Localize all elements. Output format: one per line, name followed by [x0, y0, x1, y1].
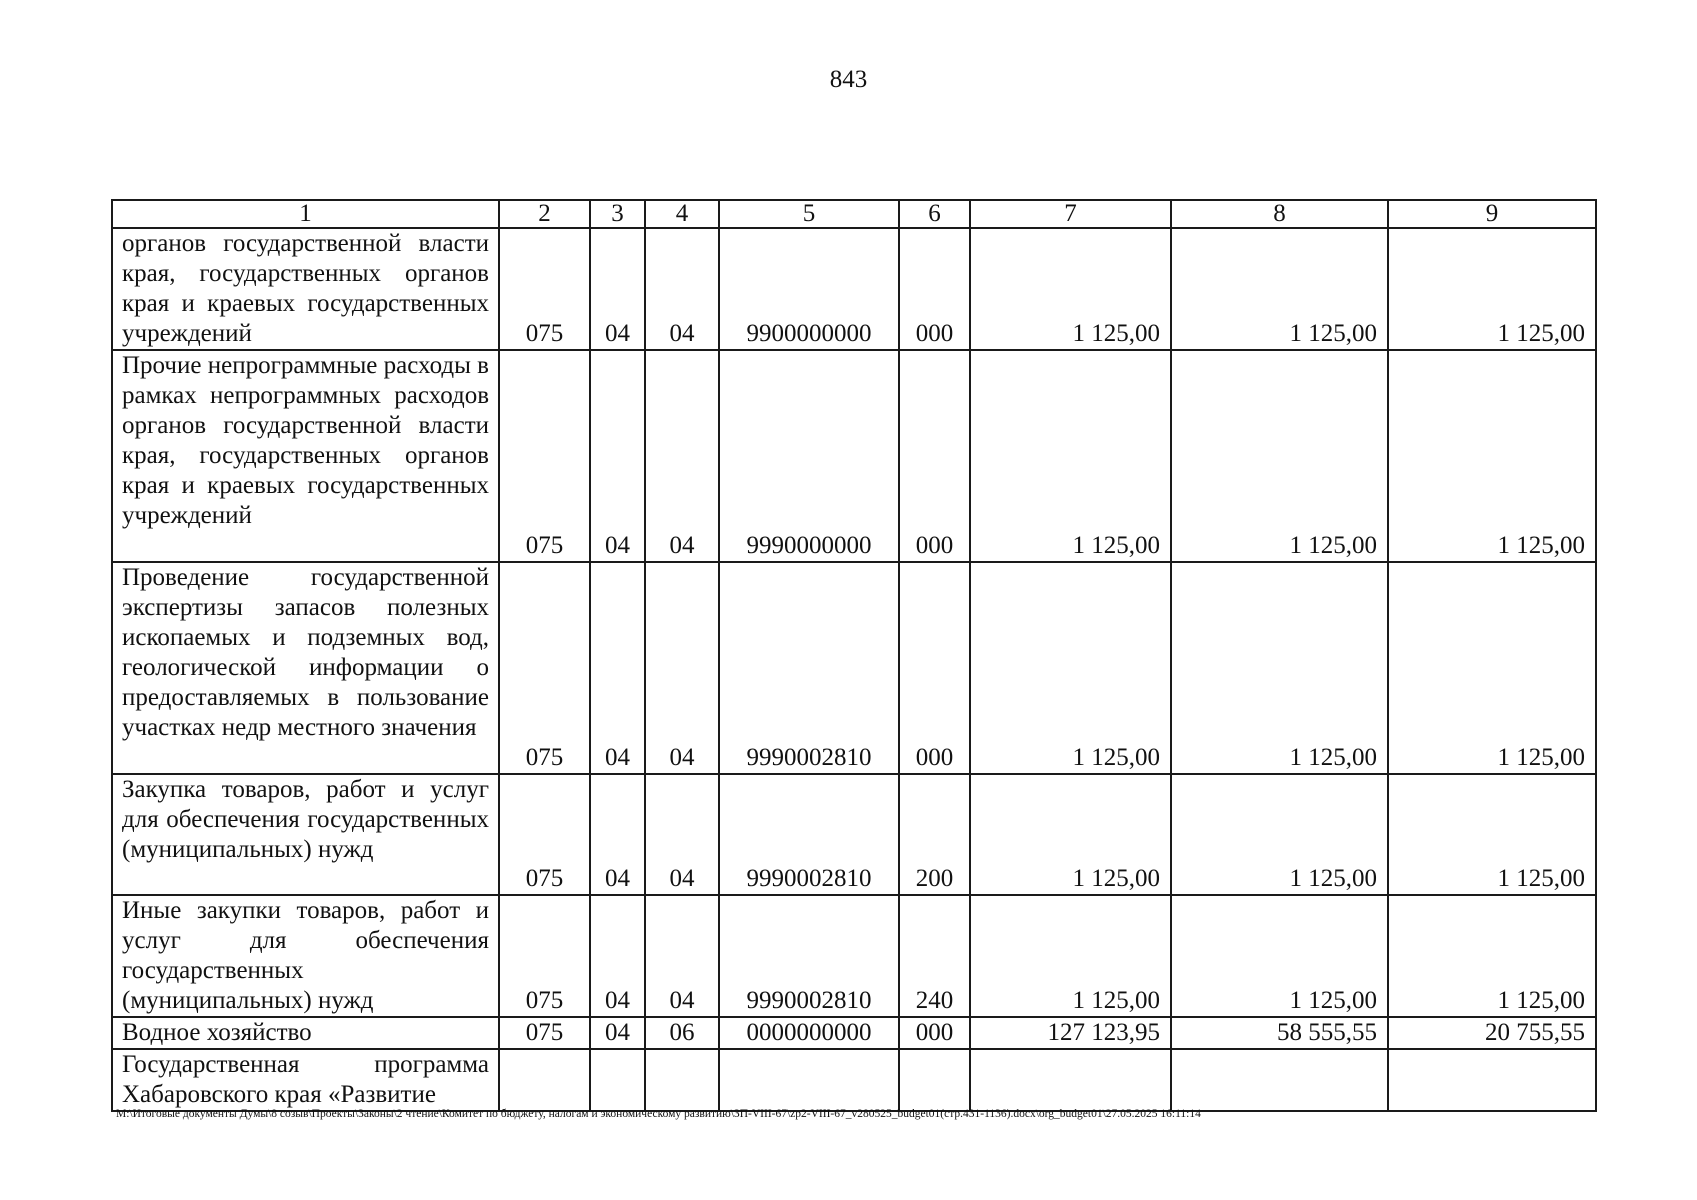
expense-type-cell: 000 [899, 1017, 970, 1049]
target-article-cell: 9990002810 [719, 895, 899, 1017]
section-cell: 04 [590, 895, 645, 1017]
amount-col9-cell: 1 125,00 [1388, 774, 1596, 895]
admin-code-cell [499, 1049, 590, 1111]
amount-col8-cell: 1 125,00 [1171, 350, 1388, 562]
amount-col7-cell [970, 1049, 1171, 1111]
amount-col7-cell: 127 123,95 [970, 1017, 1171, 1049]
subsection-cell [645, 1049, 719, 1111]
row-name-cell: Закупка товаров, работ и услуг для обеспечения государственных (муниципальных) нужд [112, 774, 499, 895]
admin-code-cell: 075 [499, 774, 590, 895]
amount-col8-cell: 58 555,55 [1171, 1017, 1388, 1049]
budget-table [111, 199, 1597, 1112]
subsection-cell: 04 [645, 228, 719, 350]
page-number: 843 [829, 66, 868, 93]
amount-col7-cell: 1 125,00 [970, 774, 1171, 895]
row-name-cell: Водное хозяйство [112, 1017, 499, 1049]
target-article-cell [719, 1049, 899, 1111]
amount-col8-cell: 1 125,00 [1171, 774, 1388, 895]
header-cell: 2 [499, 200, 590, 228]
section-cell: 04 [590, 228, 645, 350]
row-name-cell: Проведение государственной экспертизы запасов полезных ископаемых и подземных вод, геологической информации о предоставляемых в пользование участках недр местного значения [112, 562, 499, 774]
amount-col9-cell: 1 125,00 [1388, 350, 1596, 562]
table-row [112, 228, 1596, 350]
target-article-cell: 9990002810 [719, 774, 899, 895]
amount-col9-cell [1388, 1049, 1596, 1111]
target-article-cell: 9990002810 [719, 562, 899, 774]
footer-file-path: M:\Итоговые документы Думы\8 созыв\Проекты\Законы\2 чтение\Комитет по бюджету, налогам и экономическому развитию\ЗП-VIII-67\zp2-VIII-67_v280525_budget01(стр.431-1136).docx\org_budget01\27.05.2025 16:11:14 [116, 1108, 1201, 1120]
amount-col7-cell: 1 125,00 [970, 228, 1171, 350]
section-cell: 04 [590, 774, 645, 895]
section-cell: 04 [590, 562, 645, 774]
amount-col9-cell: 1 125,00 [1388, 228, 1596, 350]
header-cell: 5 [719, 200, 899, 228]
admin-code-cell: 075 [499, 895, 590, 1017]
table-row [112, 1049, 1596, 1111]
amount-col7-cell: 1 125,00 [970, 562, 1171, 774]
header-cell: 7 [970, 200, 1171, 228]
target-article-cell: 0000000000 [719, 1017, 899, 1049]
amount-col8-cell [1171, 1049, 1388, 1111]
expense-type-cell: 000 [899, 228, 970, 350]
admin-code-cell: 075 [499, 350, 590, 562]
table-row [112, 895, 1596, 1017]
row-name-cell: Прочие непрограммные расходы в рамках непрограммных расходов органов государственной власти края, государственных органов края и краевых государственных учреждений [112, 350, 499, 562]
section-cell [590, 1049, 645, 1111]
admin-code-cell: 075 [499, 562, 590, 774]
table-row [112, 1017, 1596, 1049]
subsection-cell: 04 [645, 350, 719, 562]
amount-col8-cell: 1 125,00 [1171, 895, 1388, 1017]
amount-col7-cell: 1 125,00 [970, 895, 1171, 1017]
amount-col8-cell: 1 125,00 [1171, 562, 1388, 774]
header-cell: 3 [590, 200, 645, 228]
expense-type-cell: 000 [899, 562, 970, 774]
subsection-cell: 04 [645, 895, 719, 1017]
expense-type-cell: 000 [899, 350, 970, 562]
target-article-cell: 9900000000 [719, 228, 899, 350]
amount-col7-cell: 1 125,00 [970, 350, 1171, 562]
header-cell: 8 [1171, 200, 1388, 228]
expense-type-cell [899, 1049, 970, 1111]
table-row [112, 562, 1596, 774]
subsection-cell: 04 [645, 774, 719, 895]
amount-col9-cell: 20 755,55 [1388, 1017, 1596, 1049]
table-row [112, 350, 1596, 562]
amount-col9-cell: 1 125,00 [1388, 895, 1596, 1017]
header-cell: 6 [899, 200, 970, 228]
admin-code-cell: 075 [499, 228, 590, 350]
subsection-cell: 04 [645, 562, 719, 774]
expense-type-cell: 240 [899, 895, 970, 1017]
table-row [112, 774, 1596, 895]
admin-code-cell: 075 [499, 1017, 590, 1049]
row-name-cell: Иные закупки товаров, работ и услуг для обеспечения государственных (муниципальных) нужд [112, 895, 499, 1017]
row-name-cell: органов государственной власти края, государственных органов края и краевых государственных учреждений [112, 228, 499, 350]
expense-type-cell: 200 [899, 774, 970, 895]
target-article-cell: 9990000000 [719, 350, 899, 562]
section-cell: 04 [590, 350, 645, 562]
table-header-row [112, 200, 1596, 228]
row-name-cell: Государственная программа Хабаровского края «Развитие [112, 1049, 499, 1111]
header-cell: 9 [1388, 200, 1596, 228]
section-cell: 04 [590, 1017, 645, 1049]
header-cell: 1 [112, 200, 499, 228]
header-cell: 4 [645, 200, 719, 228]
subsection-cell: 06 [645, 1017, 719, 1049]
amount-col9-cell: 1 125,00 [1388, 562, 1596, 774]
amount-col8-cell: 1 125,00 [1171, 228, 1388, 350]
